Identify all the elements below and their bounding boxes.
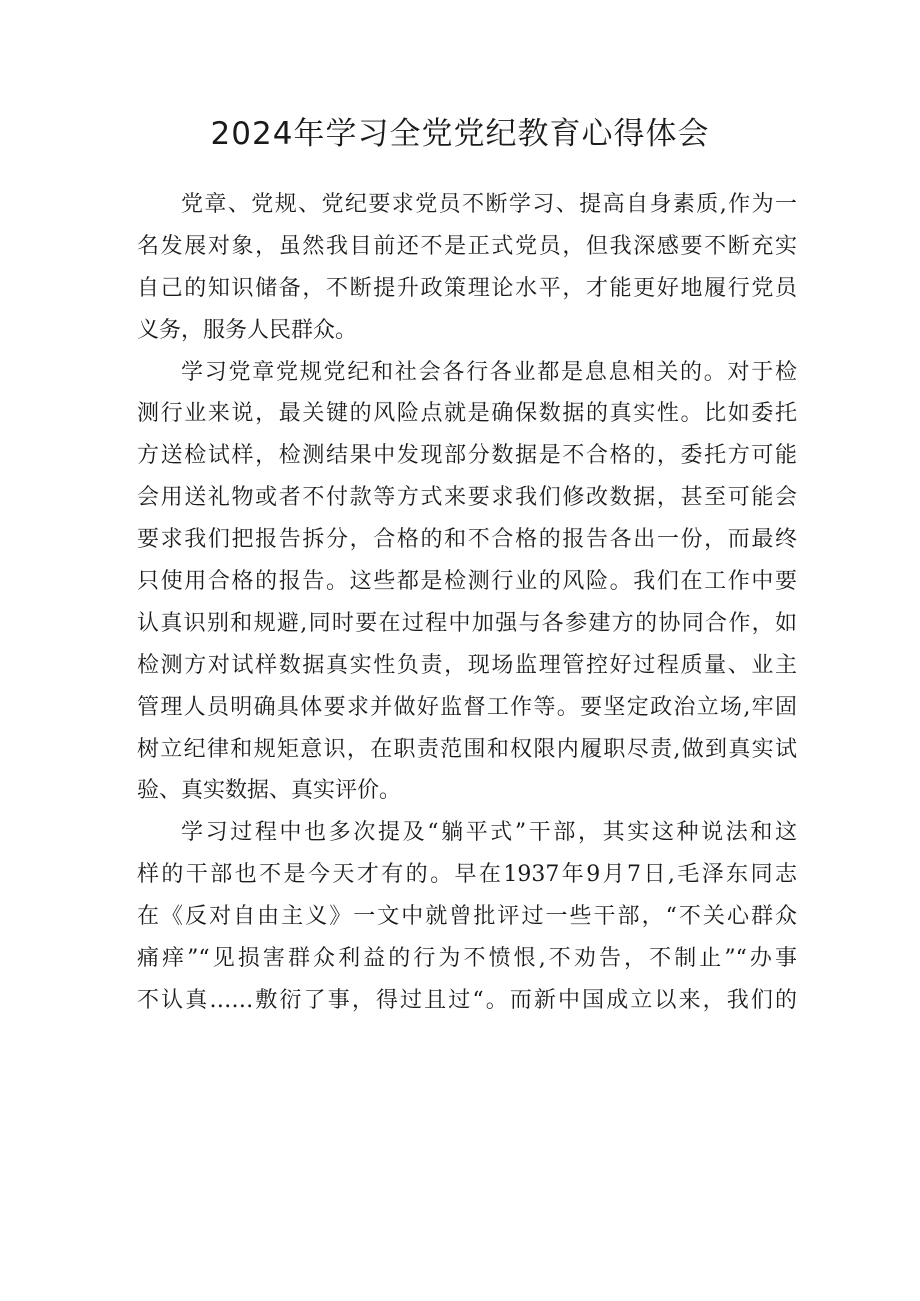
- text-line: 党章、党规、党纪要求党员不断学习、提高自身素质,作为一: [181, 192, 797, 217]
- text-line: 不认真……敷衍了事，得过且过“。而新中国成立以来，我们的: [137, 987, 797, 1013]
- text-line: 只使用合格的报告。这些都是检测行业的风险。我们在工作中要: [137, 569, 797, 595]
- text-line: 自己的知识储备，不断提升政策理论水平，才能更好地履行党员: [137, 275, 797, 301]
- text-line: 认真识别和规避,同时要在过程中加强与各参建方的协同合作，如: [137, 610, 797, 636]
- text-line: 验、真实数据、真实评价。: [137, 778, 402, 804]
- text-line: 在《反对自由主义》一文中就曾批评过一些干部，“不关心群众: [137, 904, 797, 930]
- paragraph-1: [137, 184, 797, 352]
- text-line: 名发展对象，虽然我目前还不是正式党员，但我深感要不断充实: [137, 233, 797, 259]
- paragraph-2: [137, 352, 797, 813]
- text-line: 树立纪律和规矩意识，在职责范围和权限内履职尽责,做到真实试: [137, 736, 797, 762]
- text-line: 要求我们把报告拆分，合格的和不合格的报告各出一份，而最终: [137, 527, 797, 553]
- document-title: 2024年学习全党党纪教育心得体会: [210, 116, 710, 152]
- text-line: 测行业来说，最关键的风险点就是确保数据的真实性。比如委托: [137, 401, 797, 427]
- text-line: 样的干部也不是今天才有的。早在1937年9月7日,毛泽东同志: [137, 862, 797, 888]
- paragraph-3: [137, 812, 797, 1021]
- text-line: 学习过程中也多次提及“躺平式”干部，其实这种说法和这: [181, 820, 797, 846]
- text-line: 检测方对试样数据真实性负责，现场监理管控好过程质量、业主: [137, 652, 797, 678]
- text-line: 义务，服务人民群众。: [137, 317, 358, 343]
- text-line: 方送检试样，检测结果中发现部分数据是不合格的，委托方可能: [137, 443, 797, 469]
- text-line: 学习党章党规党纪和社会各行各业都是息息相关的。对于检: [181, 359, 797, 385]
- text-line: 会用送礼物或者不付款等方式来要求我们修改数据，甚至可能会: [137, 485, 797, 511]
- text-line: 管理人员明确具体要求并做好监督工作等。要坚定政治立场,牢固: [137, 694, 797, 720]
- document-body: [137, 184, 797, 1022]
- text-line: 痛痒”“见损害群众利益的行为不愤恨,不劝告，不制止”“办事: [137, 946, 797, 972]
